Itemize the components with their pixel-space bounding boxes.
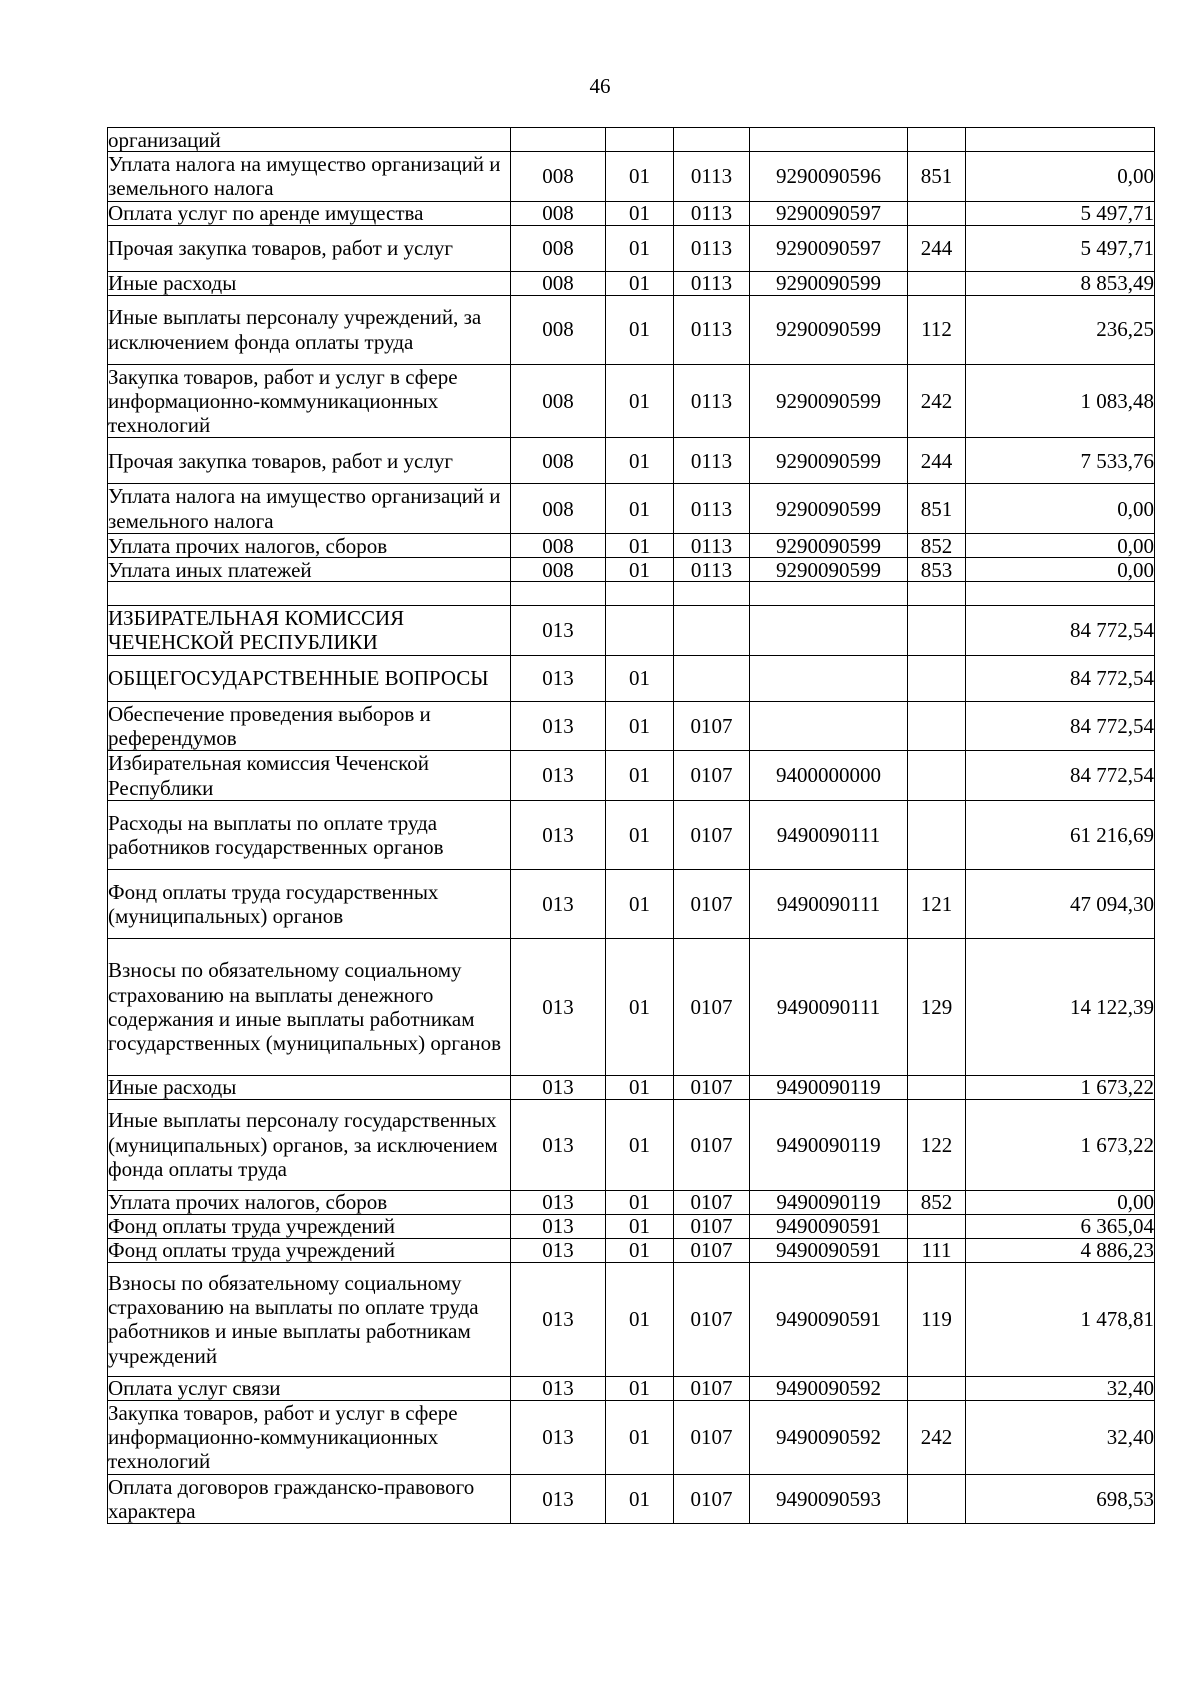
row-section-code bbox=[606, 128, 674, 152]
row-target-article: 9290090599 bbox=[750, 534, 908, 558]
row-section-code: 01 bbox=[606, 1262, 674, 1376]
row-subsection-code: 0113 bbox=[674, 484, 750, 534]
row-expense-type bbox=[908, 655, 966, 701]
row-amount: 8 853,49 bbox=[966, 271, 1155, 295]
row-ministry-code: 013 bbox=[511, 1474, 606, 1524]
row-ministry-code: 013 bbox=[511, 800, 606, 869]
row-expense-type bbox=[908, 701, 966, 751]
row-name: Взносы по обязательному социальному страхованию на выплаты по оплате труда работников и иные выплаты работникам учреждений bbox=[108, 1262, 511, 1376]
row-target-article: 9290090599 bbox=[750, 438, 908, 484]
row-name: Прочая закупка товаров, работ и услуг bbox=[108, 225, 511, 271]
row-name: Оплата услуг связи bbox=[108, 1376, 511, 1400]
row-target-article: 9290090597 bbox=[750, 225, 908, 271]
row-section-code: 01 bbox=[606, 701, 674, 751]
row-section-code: 01 bbox=[606, 295, 674, 364]
row-expense-type: 119 bbox=[908, 1262, 966, 1376]
row-amount: 0,00 bbox=[966, 1190, 1155, 1214]
row-name: Уплата иных платежей bbox=[108, 558, 511, 582]
row-section-code bbox=[606, 582, 674, 606]
row-section-code: 01 bbox=[606, 152, 674, 202]
table-row bbox=[108, 869, 1155, 938]
row-name: организаций bbox=[108, 128, 511, 152]
row-target-article: 9490090111 bbox=[750, 938, 908, 1075]
row-section-code: 01 bbox=[606, 938, 674, 1075]
row-amount: 6 365,04 bbox=[966, 1214, 1155, 1238]
row-expense-type: 121 bbox=[908, 869, 966, 938]
row-target-article bbox=[750, 128, 908, 152]
row-subsection-code: 0107 bbox=[674, 1214, 750, 1238]
row-amount: 61 216,69 bbox=[966, 800, 1155, 869]
row-subsection-code: 0113 bbox=[674, 271, 750, 295]
row-target-article: 9490090119 bbox=[750, 1075, 908, 1099]
row-expense-type: 242 bbox=[908, 1400, 966, 1474]
row-subsection-code: 0113 bbox=[674, 558, 750, 582]
table-row bbox=[108, 438, 1155, 484]
row-ministry-code: 013 bbox=[511, 655, 606, 701]
row-amount: 84 772,54 bbox=[966, 606, 1155, 656]
row-amount: 7 533,76 bbox=[966, 438, 1155, 484]
row-expense-type: 852 bbox=[908, 1190, 966, 1214]
row-target-article: 9490090111 bbox=[750, 869, 908, 938]
row-target-article: 9490090592 bbox=[750, 1376, 908, 1400]
row-amount: 1 673,22 bbox=[966, 1099, 1155, 1190]
table-row bbox=[108, 1376, 1155, 1400]
table-row bbox=[108, 484, 1155, 534]
row-ministry-code: 008 bbox=[511, 438, 606, 484]
row-subsection-code: 0107 bbox=[674, 1099, 750, 1190]
row-amount: 5 497,71 bbox=[966, 201, 1155, 225]
row-amount: 14 122,39 bbox=[966, 938, 1155, 1075]
table-row bbox=[108, 534, 1155, 558]
row-expense-type: 853 bbox=[908, 558, 966, 582]
row-name: Закупка товаров, работ и услуг в сфере информационно-коммуникационных технологий bbox=[108, 364, 511, 438]
row-amount: 32,40 bbox=[966, 1400, 1155, 1474]
row-ministry-code: 008 bbox=[511, 484, 606, 534]
row-subsection-code: 0107 bbox=[674, 701, 750, 751]
row-name: Обеспечение проведения выборов и референдумов bbox=[108, 701, 511, 751]
row-expense-type bbox=[908, 271, 966, 295]
row-name: Иные расходы bbox=[108, 1075, 511, 1099]
row-target-article: 9290090599 bbox=[750, 364, 908, 438]
row-ministry-code: 013 bbox=[511, 1262, 606, 1376]
row-section-code: 01 bbox=[606, 484, 674, 534]
row-subsection-code: 0113 bbox=[674, 225, 750, 271]
row-name: Иные расходы bbox=[108, 271, 511, 295]
row-ministry-code: 008 bbox=[511, 271, 606, 295]
table-row bbox=[108, 1474, 1155, 1524]
table-row bbox=[108, 751, 1155, 801]
row-expense-type bbox=[908, 1075, 966, 1099]
row-name: Избирательная комиссия Чеченской Республики bbox=[108, 751, 511, 801]
row-amount: 32,40 bbox=[966, 1376, 1155, 1400]
row-subsection-code: 0113 bbox=[674, 364, 750, 438]
row-name: Уплата налога на имущество организаций и земельного налога bbox=[108, 152, 511, 202]
table-row bbox=[108, 938, 1155, 1075]
row-section-code: 01 bbox=[606, 800, 674, 869]
row-expense-type bbox=[908, 582, 966, 606]
table-row bbox=[108, 655, 1155, 701]
row-section-code: 01 bbox=[606, 201, 674, 225]
row-name: Уплата налога на имущество организаций и земельного налога bbox=[108, 484, 511, 534]
row-expense-type: 129 bbox=[908, 938, 966, 1075]
row-ministry-code: 013 bbox=[511, 701, 606, 751]
row-target-article: 9490090119 bbox=[750, 1190, 908, 1214]
row-section-code: 01 bbox=[606, 1376, 674, 1400]
row-amount bbox=[966, 128, 1155, 152]
row-expense-type bbox=[908, 751, 966, 801]
row-section-code: 01 bbox=[606, 1075, 674, 1099]
row-ministry-code: 013 bbox=[511, 1214, 606, 1238]
row-subsection-code: 0107 bbox=[674, 1075, 750, 1099]
row-subsection-code: 0113 bbox=[674, 201, 750, 225]
row-amount: 84 772,54 bbox=[966, 751, 1155, 801]
row-subsection-code bbox=[674, 128, 750, 152]
row-ministry-code: 008 bbox=[511, 364, 606, 438]
row-ministry-code: 013 bbox=[511, 751, 606, 801]
row-section-code: 01 bbox=[606, 271, 674, 295]
row-ministry-code: 013 bbox=[511, 1075, 606, 1099]
row-target-article: 9490090591 bbox=[750, 1238, 908, 1262]
row-expense-type bbox=[908, 800, 966, 869]
row-ministry-code bbox=[511, 128, 606, 152]
row-ministry-code: 008 bbox=[511, 295, 606, 364]
row-section-code: 01 bbox=[606, 438, 674, 484]
row-target-article: 9290090597 bbox=[750, 201, 908, 225]
table-row bbox=[108, 1214, 1155, 1238]
row-expense-type bbox=[908, 201, 966, 225]
row-amount: 1 673,22 bbox=[966, 1075, 1155, 1099]
row-expense-type: 112 bbox=[908, 295, 966, 364]
row-expense-type: 242 bbox=[908, 364, 966, 438]
row-ministry-code: 013 bbox=[511, 606, 606, 656]
row-amount: 5 497,71 bbox=[966, 225, 1155, 271]
table-row bbox=[108, 152, 1155, 202]
row-name: Оплата услуг по аренде имущества bbox=[108, 201, 511, 225]
row-name: Иные выплаты персоналу учреждений, за исключением фонда оплаты труда bbox=[108, 295, 511, 364]
table-row bbox=[108, 582, 1155, 606]
row-target-article: 9490090592 bbox=[750, 1400, 908, 1474]
row-expense-type bbox=[908, 606, 966, 656]
row-section-code: 01 bbox=[606, 1474, 674, 1524]
row-section-code: 01 bbox=[606, 751, 674, 801]
row-subsection-code: 0107 bbox=[674, 1190, 750, 1214]
row-ministry-code: 013 bbox=[511, 869, 606, 938]
row-name bbox=[108, 582, 511, 606]
row-name: Закупка товаров, работ и услуг в сфере информационно-коммуникационных технологий bbox=[108, 1400, 511, 1474]
row-target-article bbox=[750, 701, 908, 751]
row-subsection-code: 0113 bbox=[674, 534, 750, 558]
row-subsection-code: 0107 bbox=[674, 800, 750, 869]
row-name: Фонд оплаты труда учреждений bbox=[108, 1214, 511, 1238]
row-name: Иные выплаты персоналу государственных (муниципальных) органов, за исключением фонда оплаты труда bbox=[108, 1099, 511, 1190]
row-section-code bbox=[606, 606, 674, 656]
row-expense-type: 851 bbox=[908, 152, 966, 202]
row-target-article: 9490090593 bbox=[750, 1474, 908, 1524]
row-expense-type bbox=[908, 1214, 966, 1238]
row-expense-type bbox=[908, 1376, 966, 1400]
row-target-article bbox=[750, 582, 908, 606]
row-target-article: 9290090599 bbox=[750, 271, 908, 295]
row-name: Фонд оплаты труда учреждений bbox=[108, 1238, 511, 1262]
row-amount: 1 478,81 bbox=[966, 1262, 1155, 1376]
table-row bbox=[108, 701, 1155, 751]
row-section-code: 01 bbox=[606, 869, 674, 938]
row-amount: 236,25 bbox=[966, 295, 1155, 364]
row-amount: 84 772,54 bbox=[966, 701, 1155, 751]
row-ministry-code: 008 bbox=[511, 534, 606, 558]
row-subsection-code: 0107 bbox=[674, 1238, 750, 1262]
row-subsection-code: 0107 bbox=[674, 1262, 750, 1376]
table-row bbox=[108, 558, 1155, 582]
table-row bbox=[108, 1190, 1155, 1214]
row-expense-type bbox=[908, 128, 966, 152]
row-subsection-code bbox=[674, 606, 750, 656]
row-name: Оплата договоров гражданско-правового характера bbox=[108, 1474, 511, 1524]
row-ministry-code: 013 bbox=[511, 1190, 606, 1214]
row-amount: 0,00 bbox=[966, 484, 1155, 534]
row-target-article: 9290090596 bbox=[750, 152, 908, 202]
row-subsection-code bbox=[674, 582, 750, 606]
row-subsection-code: 0107 bbox=[674, 1376, 750, 1400]
row-subsection-code: 0107 bbox=[674, 1474, 750, 1524]
row-ministry-code: 008 bbox=[511, 558, 606, 582]
row-name: Взносы по обязательному социальному страхованию на выплаты денежного содержания и иные выплаты работникам государственных (муниципальных) органов bbox=[108, 938, 511, 1075]
row-name: Расходы на выплаты по оплате труда работников государственных органов bbox=[108, 800, 511, 869]
row-section-code: 01 bbox=[606, 1099, 674, 1190]
table-row bbox=[108, 1262, 1155, 1376]
page-number: 46 bbox=[589, 74, 611, 98]
row-name: Прочая закупка товаров, работ и услуг bbox=[108, 438, 511, 484]
budget-table bbox=[107, 127, 1155, 1524]
row-subsection-code: 0107 bbox=[674, 1400, 750, 1474]
row-name: Уплата прочих налогов, сборов bbox=[108, 534, 511, 558]
row-ministry-code: 013 bbox=[511, 1099, 606, 1190]
row-ministry-code: 013 bbox=[511, 1376, 606, 1400]
table-row bbox=[108, 1075, 1155, 1099]
table-row bbox=[108, 225, 1155, 271]
row-section-code: 01 bbox=[606, 1400, 674, 1474]
row-ministry-code bbox=[511, 582, 606, 606]
row-amount: 84 772,54 bbox=[966, 655, 1155, 701]
row-target-article bbox=[750, 606, 908, 656]
table-row bbox=[108, 128, 1155, 152]
row-target-article: 9490090119 bbox=[750, 1099, 908, 1190]
row-target-article: 9290090599 bbox=[750, 484, 908, 534]
row-ministry-code: 008 bbox=[511, 152, 606, 202]
table-row bbox=[108, 364, 1155, 438]
row-section-code: 01 bbox=[606, 1238, 674, 1262]
row-amount: 4 886,23 bbox=[966, 1238, 1155, 1262]
row-amount: 0,00 bbox=[966, 534, 1155, 558]
row-name: ИЗБИРАТЕЛЬНАЯ КОМИССИЯ ЧЕЧЕНСКОЙ РЕСПУБЛИКИ bbox=[108, 606, 511, 656]
row-target-article: 9490090591 bbox=[750, 1262, 908, 1376]
table-row bbox=[108, 800, 1155, 869]
row-expense-type: 244 bbox=[908, 438, 966, 484]
row-section-code: 01 bbox=[606, 558, 674, 582]
row-target-article bbox=[750, 655, 908, 701]
row-subsection-code: 0113 bbox=[674, 438, 750, 484]
row-expense-type: 244 bbox=[908, 225, 966, 271]
row-name: Уплата прочих налогов, сборов bbox=[108, 1190, 511, 1214]
row-section-code: 01 bbox=[606, 655, 674, 701]
row-subsection-code: 0107 bbox=[674, 751, 750, 801]
row-name: ОБЩЕГОСУДАРСТВЕННЫЕ ВОПРОСЫ bbox=[108, 655, 511, 701]
row-section-code: 01 bbox=[606, 534, 674, 558]
row-amount: 698,53 bbox=[966, 1474, 1155, 1524]
row-subsection-code: 0113 bbox=[674, 295, 750, 364]
row-target-article: 9290090599 bbox=[750, 295, 908, 364]
row-ministry-code: 013 bbox=[511, 1400, 606, 1474]
row-amount: 0,00 bbox=[966, 558, 1155, 582]
table-row bbox=[108, 606, 1155, 656]
row-expense-type: 851 bbox=[908, 484, 966, 534]
table-row bbox=[108, 1400, 1155, 1474]
row-amount: 47 094,30 bbox=[966, 869, 1155, 938]
row-expense-type: 122 bbox=[908, 1099, 966, 1190]
table-row bbox=[108, 201, 1155, 225]
row-subsection-code bbox=[674, 655, 750, 701]
row-expense-type bbox=[908, 1474, 966, 1524]
row-section-code: 01 bbox=[606, 1214, 674, 1238]
row-amount: 1 083,48 bbox=[966, 364, 1155, 438]
table-row bbox=[108, 271, 1155, 295]
row-subsection-code: 0107 bbox=[674, 869, 750, 938]
row-amount bbox=[966, 582, 1155, 606]
row-target-article: 9490090591 bbox=[750, 1214, 908, 1238]
row-section-code: 01 bbox=[606, 364, 674, 438]
row-ministry-code: 008 bbox=[511, 201, 606, 225]
row-target-article: 9400000000 bbox=[750, 751, 908, 801]
row-amount: 0,00 bbox=[966, 152, 1155, 202]
row-ministry-code: 008 bbox=[511, 225, 606, 271]
table-row bbox=[108, 1238, 1155, 1262]
row-section-code: 01 bbox=[606, 1190, 674, 1214]
row-subsection-code: 0107 bbox=[674, 938, 750, 1075]
row-expense-type: 111 bbox=[908, 1238, 966, 1262]
row-section-code: 01 bbox=[606, 225, 674, 271]
row-ministry-code: 013 bbox=[511, 1238, 606, 1262]
row-target-article: 9490090111 bbox=[750, 800, 908, 869]
row-expense-type: 852 bbox=[908, 534, 966, 558]
row-subsection-code: 0113 bbox=[674, 152, 750, 202]
table-row bbox=[108, 1099, 1155, 1190]
row-name: Фонд оплаты труда государственных (муниципальных) органов bbox=[108, 869, 511, 938]
row-ministry-code: 013 bbox=[511, 938, 606, 1075]
row-target-article: 9290090599 bbox=[750, 558, 908, 582]
table-row bbox=[108, 295, 1155, 364]
